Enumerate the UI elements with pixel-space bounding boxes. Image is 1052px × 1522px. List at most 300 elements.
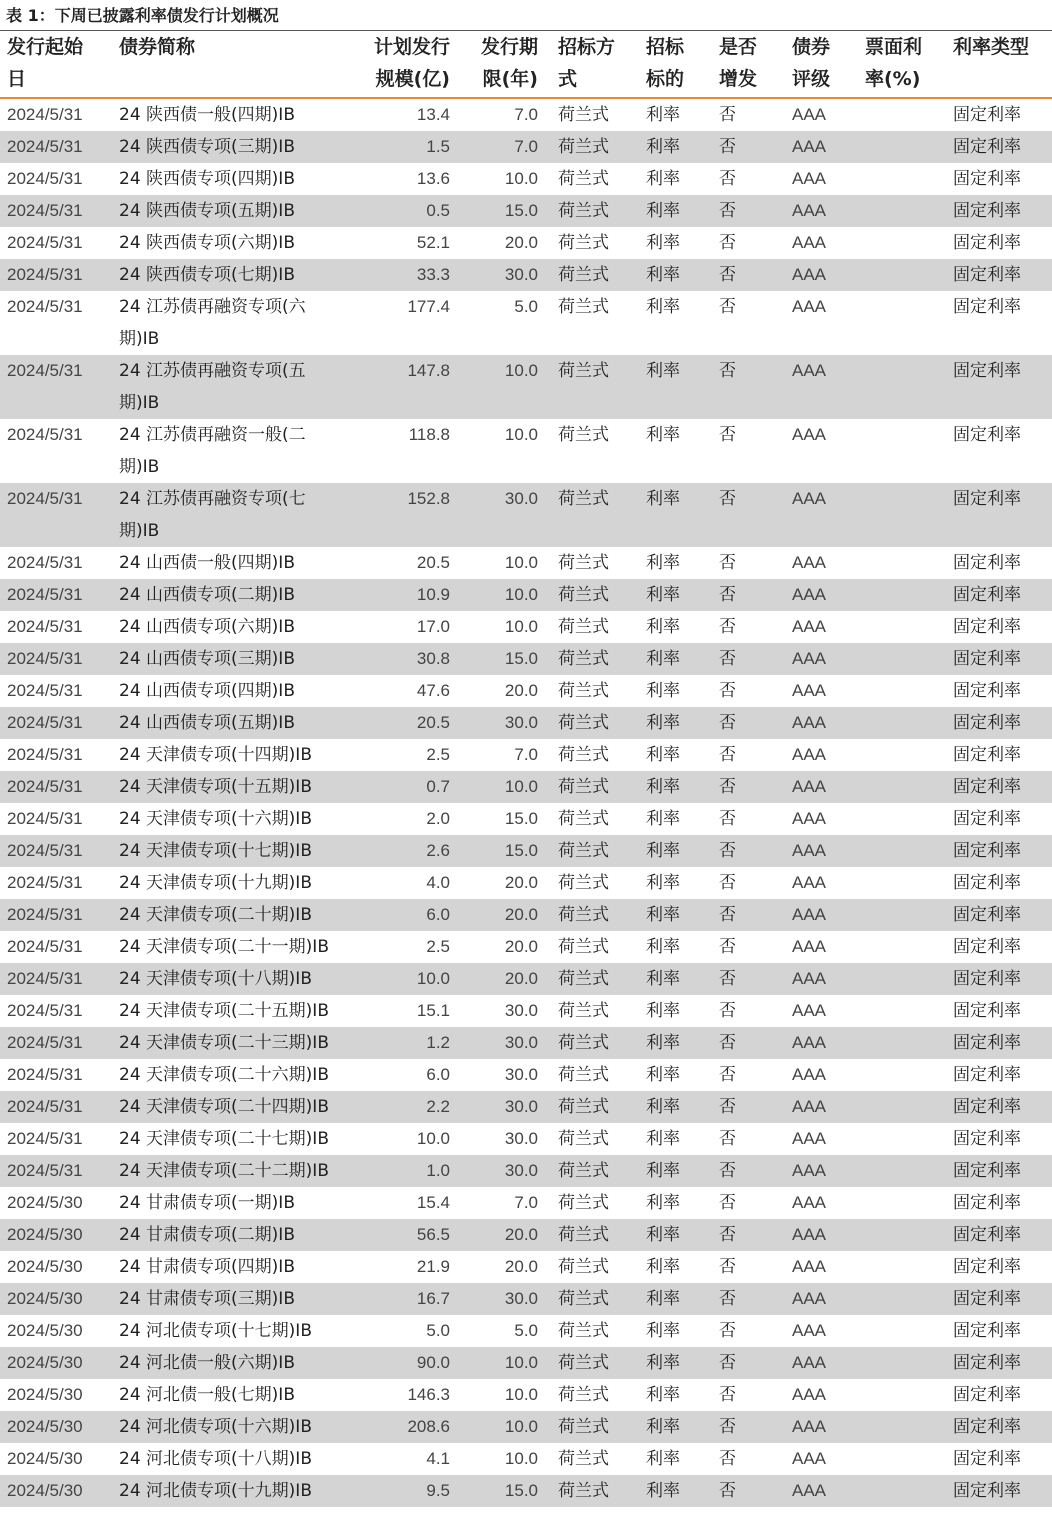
cell-method: 荷兰式 xyxy=(558,873,609,893)
cell-target: 利率 xyxy=(646,905,680,925)
cell-method: 荷兰式 xyxy=(558,937,609,957)
cell-name: 24 陕西债专项(三期)IB xyxy=(119,137,295,157)
cell-term: 20.0 xyxy=(504,873,538,892)
cell-name: 24 河北债专项(十八期)IB xyxy=(119,1449,312,1469)
cell-size: 9.5 xyxy=(426,1481,450,1500)
cell-method: 荷兰式 xyxy=(558,1449,609,1469)
cell-size: 5.0 xyxy=(426,1321,450,1340)
cell-method: 荷兰式 xyxy=(558,809,609,829)
table-row xyxy=(0,355,1052,419)
cell-date: 2024/5/31 xyxy=(7,265,83,284)
cell-name: 24 陕西债专项(四期)IB xyxy=(119,169,295,189)
cell-target: 利率 xyxy=(646,169,680,189)
table-row xyxy=(0,995,1052,1027)
cell-rating: AAA xyxy=(792,1225,827,1244)
cell-ratetype: 固定利率 xyxy=(953,649,1021,669)
cell-rating: AAA xyxy=(792,361,827,380)
cell-extra: 否 xyxy=(719,1097,736,1117)
cell-rating: AAA xyxy=(792,1097,827,1116)
cell-name: 24 江苏债再融资一般(二期)IB xyxy=(119,425,306,477)
cell-term: 20.0 xyxy=(504,681,538,700)
cell-name: 24 河北债一般(七期)IB xyxy=(119,1385,295,1405)
table-row xyxy=(0,1411,1052,1443)
cell-size: 13.4 xyxy=(416,105,450,124)
cell-method: 荷兰式 xyxy=(558,617,609,637)
cell-name: 24 山西债专项(五期)IB xyxy=(119,713,295,733)
cell-date: 2024/5/31 xyxy=(7,681,83,700)
cell-extra: 否 xyxy=(719,681,736,701)
cell-extra: 否 xyxy=(719,297,736,317)
cell-size: 147.8 xyxy=(407,361,450,380)
table-row xyxy=(0,1315,1052,1347)
cell-date: 2024/5/30 xyxy=(7,1481,83,1500)
cell-method: 荷兰式 xyxy=(558,489,609,509)
cell-date: 2024/5/30 xyxy=(7,1225,83,1244)
cell-size: 4.0 xyxy=(426,873,450,892)
cell-rating: AAA xyxy=(792,713,827,732)
cell-method: 荷兰式 xyxy=(558,1385,609,1405)
cell-ratetype: 固定利率 xyxy=(953,1161,1021,1181)
table-row xyxy=(0,1443,1052,1475)
cell-size: 2.5 xyxy=(426,745,450,764)
cell-name: 24 天津债专项(十七期)IB xyxy=(119,841,312,861)
cell-rating: AAA xyxy=(792,809,827,828)
cell-ratetype: 固定利率 xyxy=(953,681,1021,701)
cell-method: 荷兰式 xyxy=(558,1353,609,1373)
cell-name: 24 天津债专项(二十七期)IB xyxy=(119,1129,329,1149)
cell-name: 24 天津债专项(二十五期)IB xyxy=(119,1001,329,1021)
cell-term: 30.0 xyxy=(504,1097,538,1116)
cell-ratetype: 固定利率 xyxy=(953,777,1021,797)
cell-ratetype: 固定利率 xyxy=(953,137,1021,157)
cell-date: 2024/5/30 xyxy=(7,1257,83,1276)
cell-target: 利率 xyxy=(646,1033,680,1053)
cell-extra: 否 xyxy=(719,1129,736,1149)
cell-method: 荷兰式 xyxy=(558,1001,609,1021)
cell-ratetype: 固定利率 xyxy=(953,905,1021,925)
cell-extra: 否 xyxy=(719,1449,736,1469)
table-body xyxy=(0,99,1052,1507)
cell-ratetype: 固定利率 xyxy=(953,745,1021,765)
cell-term: 5.0 xyxy=(514,1321,538,1340)
cell-method: 荷兰式 xyxy=(558,905,609,925)
cell-date: 2024/5/31 xyxy=(7,1001,83,1020)
cell-ratetype: 固定利率 xyxy=(953,1065,1021,1085)
cell-ratetype: 固定利率 xyxy=(953,873,1021,893)
cell-ratetype: 固定利率 xyxy=(953,489,1021,509)
cell-term: 30.0 xyxy=(504,1129,538,1148)
cell-method: 荷兰式 xyxy=(558,137,609,157)
cell-size: 16.7 xyxy=(416,1289,450,1308)
cell-ratetype: 固定利率 xyxy=(953,1193,1021,1213)
cell-extra: 否 xyxy=(719,1385,736,1405)
cell-term: 10.0 xyxy=(504,617,538,636)
cell-ratetype: 固定利率 xyxy=(953,1385,1021,1405)
table-row xyxy=(0,675,1052,707)
cell-rating: AAA xyxy=(792,105,827,124)
cell-date: 2024/5/31 xyxy=(7,649,83,668)
cell-date: 2024/5/31 xyxy=(7,489,83,508)
cell-name: 24 天津债专项(十九期)IB xyxy=(119,873,312,893)
cell-size: 33.3 xyxy=(416,265,450,284)
cell-extra: 否 xyxy=(719,425,736,445)
cell-size: 2.2 xyxy=(426,1097,450,1116)
cell-rating: AAA xyxy=(792,585,827,604)
cell-name: 24 陕西债一般(四期)IB xyxy=(119,105,295,125)
cell-date: 2024/5/30 xyxy=(7,1417,83,1436)
cell-extra: 否 xyxy=(719,585,736,605)
cell-date: 2024/5/30 xyxy=(7,1289,83,1308)
cell-rating: AAA xyxy=(792,745,827,764)
cell-extra: 否 xyxy=(719,937,736,957)
cell-term: 10.0 xyxy=(504,361,538,380)
cell-term: 15.0 xyxy=(504,841,538,860)
cell-name: 24 陕西债专项(五期)IB xyxy=(119,201,295,221)
cell-target: 利率 xyxy=(646,425,680,445)
cell-ratetype: 固定利率 xyxy=(953,1449,1021,1469)
cell-date: 2024/5/30 xyxy=(7,1321,83,1340)
table-row xyxy=(0,867,1052,899)
cell-extra: 否 xyxy=(719,137,736,157)
cell-target: 利率 xyxy=(646,1097,680,1117)
table-row xyxy=(0,163,1052,195)
cell-date: 2024/5/31 xyxy=(7,905,83,924)
cell-name: 24 河北债专项(十六期)IB xyxy=(119,1417,312,1437)
table-row xyxy=(0,419,1052,483)
cell-size: 6.0 xyxy=(426,905,450,924)
cell-date: 2024/5/31 xyxy=(7,1065,83,1084)
cell-term: 30.0 xyxy=(504,1289,538,1308)
cell-extra: 否 xyxy=(719,105,736,125)
cell-name: 24 甘肃债专项(四期)IB xyxy=(119,1257,295,1277)
cell-extra: 否 xyxy=(719,1033,736,1053)
cell-ratetype: 固定利率 xyxy=(953,361,1021,381)
cell-size: 6.0 xyxy=(426,1065,450,1084)
cell-target: 利率 xyxy=(646,1225,680,1245)
cell-date: 2024/5/31 xyxy=(7,873,83,892)
cell-target: 利率 xyxy=(646,937,680,957)
cell-name: 24 天津债专项(十六期)IB xyxy=(119,809,312,829)
cell-method: 荷兰式 xyxy=(558,1321,609,1341)
cell-ratetype: 固定利率 xyxy=(953,841,1021,861)
cell-name: 24 江苏债再融资专项(六期)IB xyxy=(119,297,306,349)
cell-ratetype: 固定利率 xyxy=(953,233,1021,253)
table-row xyxy=(0,771,1052,803)
cell-date: 2024/5/31 xyxy=(7,841,83,860)
table-row xyxy=(0,835,1052,867)
cell-term: 20.0 xyxy=(504,905,538,924)
table-header xyxy=(0,30,1052,99)
table-row xyxy=(0,131,1052,163)
cell-method: 荷兰式 xyxy=(558,1065,609,1085)
cell-date: 2024/5/31 xyxy=(7,585,83,604)
cell-size: 0.5 xyxy=(426,201,450,220)
cell-size: 56.5 xyxy=(416,1225,450,1244)
cell-method: 荷兰式 xyxy=(558,649,609,669)
cell-target: 利率 xyxy=(646,681,680,701)
cell-rating: AAA xyxy=(792,169,827,188)
cell-name: 24 甘肃债专项(一期)IB xyxy=(119,1193,295,1213)
cell-ratetype: 固定利率 xyxy=(953,937,1021,957)
cell-target: 利率 xyxy=(646,1065,680,1085)
cell-extra: 否 xyxy=(719,809,736,829)
cell-ratetype: 固定利率 xyxy=(953,1033,1021,1053)
cell-target: 利率 xyxy=(646,553,680,573)
cell-size: 17.0 xyxy=(416,617,450,636)
cell-term: 5.0 xyxy=(514,297,538,316)
cell-term: 30.0 xyxy=(504,1161,538,1180)
cell-extra: 否 xyxy=(719,201,736,221)
cell-rating: AAA xyxy=(792,1417,827,1436)
cell-method: 荷兰式 xyxy=(558,841,609,861)
cell-date: 2024/5/31 xyxy=(7,1161,83,1180)
cell-ratetype: 固定利率 xyxy=(953,585,1021,605)
cell-ratetype: 固定利率 xyxy=(953,1225,1021,1245)
table-row xyxy=(0,1091,1052,1123)
cell-rating: AAA xyxy=(792,617,827,636)
cell-name: 24 天津债专项(十八期)IB xyxy=(119,969,312,989)
cell-name: 24 甘肃债专项(三期)IB xyxy=(119,1289,295,1309)
cell-rating: AAA xyxy=(792,233,827,252)
cell-date: 2024/5/31 xyxy=(7,1129,83,1148)
cell-method: 荷兰式 xyxy=(558,105,609,125)
cell-date: 2024/5/31 xyxy=(7,1097,83,1116)
cell-name: 24 天津债专项(二十六期)IB xyxy=(119,1065,329,1085)
cell-extra: 否 xyxy=(719,489,736,509)
cell-ratetype: 固定利率 xyxy=(953,1353,1021,1373)
cell-rating: AAA xyxy=(792,905,827,924)
cell-size: 177.4 xyxy=(407,297,450,316)
cell-rating: AAA xyxy=(792,553,827,572)
cell-ratetype: 固定利率 xyxy=(953,169,1021,189)
table-row xyxy=(0,1379,1052,1411)
cell-method: 荷兰式 xyxy=(558,1161,609,1181)
cell-name: 24 江苏债再融资专项(七期)IB xyxy=(119,489,306,541)
cell-rating: AAA xyxy=(792,201,827,220)
cell-ratetype: 固定利率 xyxy=(953,809,1021,829)
cell-extra: 否 xyxy=(719,1321,736,1341)
cell-term: 30.0 xyxy=(504,265,538,284)
table-row xyxy=(0,1283,1052,1315)
cell-name: 24 河北债一般(六期)IB xyxy=(119,1353,295,1373)
cell-date: 2024/5/31 xyxy=(7,233,83,252)
cell-ratetype: 固定利率 xyxy=(953,969,1021,989)
table-row xyxy=(0,1155,1052,1187)
cell-name: 24 天津债专项(二十二期)IB xyxy=(119,1161,329,1181)
cell-rating: AAA xyxy=(792,137,827,156)
cell-size: 30.8 xyxy=(416,649,450,668)
cell-method: 荷兰式 xyxy=(558,1193,609,1213)
cell-name: 24 山西债专项(六期)IB xyxy=(119,617,295,637)
cell-target: 利率 xyxy=(646,1353,680,1373)
cell-target: 利率 xyxy=(646,233,680,253)
cell-term: 20.0 xyxy=(504,969,538,988)
header-term: 发行期限(年) xyxy=(480,36,538,90)
cell-rating: AAA xyxy=(792,1033,827,1052)
cell-extra: 否 xyxy=(719,1353,736,1373)
cell-target: 利率 xyxy=(646,1417,680,1437)
cell-rating: AAA xyxy=(792,1353,827,1372)
cell-term: 10.0 xyxy=(504,553,538,572)
cell-extra: 否 xyxy=(719,777,736,797)
cell-term: 20.0 xyxy=(504,1225,538,1244)
cell-name: 24 陕西债专项(七期)IB xyxy=(119,265,295,285)
cell-ratetype: 固定利率 xyxy=(953,553,1021,573)
cell-target: 利率 xyxy=(646,809,680,829)
cell-rating: AAA xyxy=(792,777,827,796)
cell-term: 15.0 xyxy=(504,649,538,668)
cell-date: 2024/5/30 xyxy=(7,1385,83,1404)
cell-target: 利率 xyxy=(646,585,680,605)
cell-extra: 否 xyxy=(719,905,736,925)
cell-size: 2.5 xyxy=(426,937,450,956)
cell-target: 利率 xyxy=(646,1001,680,1021)
cell-term: 10.0 xyxy=(504,1385,538,1404)
cell-extra: 否 xyxy=(719,1161,736,1181)
cell-term: 10.0 xyxy=(504,777,538,796)
cell-target: 利率 xyxy=(646,489,680,509)
cell-size: 146.3 xyxy=(407,1385,450,1404)
table-row xyxy=(0,291,1052,355)
cell-ratetype: 固定利率 xyxy=(953,297,1021,317)
cell-target: 利率 xyxy=(646,713,680,733)
cell-target: 利率 xyxy=(646,297,680,317)
cell-target: 利率 xyxy=(646,1321,680,1341)
cell-term: 20.0 xyxy=(504,1257,538,1276)
cell-rating: AAA xyxy=(792,425,827,444)
cell-ratetype: 固定利率 xyxy=(953,425,1021,445)
cell-name: 24 山西债一般(四期)IB xyxy=(119,553,295,573)
cell-name: 24 山西债专项(四期)IB xyxy=(119,681,295,701)
cell-size: 4.1 xyxy=(426,1449,450,1468)
cell-method: 荷兰式 xyxy=(558,265,609,285)
cell-method: 荷兰式 xyxy=(558,361,609,381)
cell-method: 荷兰式 xyxy=(558,169,609,189)
cell-term: 10.0 xyxy=(504,585,538,604)
table-row xyxy=(0,739,1052,771)
cell-ratetype: 固定利率 xyxy=(953,713,1021,733)
cell-extra: 否 xyxy=(719,649,736,669)
cell-rating: AAA xyxy=(792,489,827,508)
cell-target: 利率 xyxy=(646,873,680,893)
cell-method: 荷兰式 xyxy=(558,1129,609,1149)
cell-name: 24 甘肃债专项(二期)IB xyxy=(119,1225,295,1245)
cell-extra: 否 xyxy=(719,1193,736,1213)
cell-extra: 否 xyxy=(719,841,736,861)
cell-date: 2024/5/31 xyxy=(7,617,83,636)
cell-name: 24 天津债专项(十四期)IB xyxy=(119,745,312,765)
cell-term: 15.0 xyxy=(504,201,538,220)
cell-rating: AAA xyxy=(792,937,827,956)
cell-target: 利率 xyxy=(646,649,680,669)
cell-size: 13.6 xyxy=(416,169,450,188)
cell-size: 20.5 xyxy=(416,713,450,732)
cell-method: 荷兰式 xyxy=(558,425,609,445)
header-ratetype: 利率类型 xyxy=(953,36,1030,58)
cell-rating: AAA xyxy=(792,297,827,316)
table-row xyxy=(0,1027,1052,1059)
cell-term: 20.0 xyxy=(504,233,538,252)
cell-rating: AAA xyxy=(792,265,827,284)
cell-term: 30.0 xyxy=(504,1001,538,1020)
cell-extra: 否 xyxy=(719,553,736,573)
cell-extra: 否 xyxy=(719,265,736,285)
table-row xyxy=(0,707,1052,739)
cell-term: 30.0 xyxy=(504,489,538,508)
cell-extra: 否 xyxy=(719,1225,736,1245)
cell-ratetype: 固定利率 xyxy=(953,1417,1021,1437)
cell-rating: AAA xyxy=(792,873,827,892)
cell-date: 2024/5/31 xyxy=(7,937,83,956)
cell-name: 24 河北债专项(十七期)IB xyxy=(119,1321,312,1341)
cell-rating: AAA xyxy=(792,1065,827,1084)
cell-method: 荷兰式 xyxy=(558,201,609,221)
cell-rating: AAA xyxy=(792,649,827,668)
table-row xyxy=(0,1475,1052,1507)
cell-target: 利率 xyxy=(646,1289,680,1309)
cell-date: 2024/5/31 xyxy=(7,1033,83,1052)
cell-size: 1.2 xyxy=(426,1033,450,1052)
header-size: 计划发行规模(亿) xyxy=(373,36,450,90)
cell-date: 2024/5/31 xyxy=(7,425,83,444)
cell-term: 20.0 xyxy=(504,937,538,956)
table-row xyxy=(0,547,1052,579)
cell-date: 2024/5/30 xyxy=(7,1193,83,1212)
cell-size: 10.0 xyxy=(416,1129,450,1148)
cell-size: 1.5 xyxy=(426,137,450,156)
cell-rating: AAA xyxy=(792,681,827,700)
header-date: 发行起始日 xyxy=(7,36,84,90)
cell-term: 10.0 xyxy=(504,425,538,444)
cell-size: 1.0 xyxy=(426,1161,450,1180)
table-row xyxy=(0,483,1052,547)
cell-target: 利率 xyxy=(646,1161,680,1181)
cell-size: 118.8 xyxy=(408,425,450,444)
table-row xyxy=(0,899,1052,931)
cell-extra: 否 xyxy=(719,361,736,381)
cell-method: 荷兰式 xyxy=(558,297,609,317)
cell-date: 2024/5/30 xyxy=(7,1353,83,1372)
cell-ratetype: 固定利率 xyxy=(953,201,1021,221)
cell-extra: 否 xyxy=(719,1289,736,1309)
cell-term: 7.0 xyxy=(514,137,538,156)
cell-method: 荷兰式 xyxy=(558,553,609,573)
cell-extra: 否 xyxy=(719,617,736,637)
cell-target: 利率 xyxy=(646,969,680,989)
cell-extra: 否 xyxy=(719,233,736,253)
cell-name: 24 江苏债再融资专项(五期)IB xyxy=(119,361,306,413)
header-target: 招标标的 xyxy=(646,36,685,90)
table-title: 表 1：下周已披露利率债发行计划概况 xyxy=(6,6,279,25)
cell-date: 2024/5/31 xyxy=(7,137,83,156)
table-row xyxy=(0,1059,1052,1091)
cell-target: 利率 xyxy=(646,265,680,285)
table-row xyxy=(0,1251,1052,1283)
cell-size: 15.4 xyxy=(416,1193,450,1212)
cell-name: 24 山西债专项(三期)IB xyxy=(119,649,295,669)
cell-size: 0.7 xyxy=(426,777,450,796)
cell-rating: AAA xyxy=(792,1129,827,1148)
cell-method: 荷兰式 xyxy=(558,777,609,797)
cell-rating: AAA xyxy=(792,1193,827,1212)
cell-target: 利率 xyxy=(646,617,680,637)
cell-target: 利率 xyxy=(646,1193,680,1213)
cell-target: 利率 xyxy=(646,1257,680,1277)
cell-name: 24 山西债专项(二期)IB xyxy=(119,585,295,605)
table-row xyxy=(0,259,1052,291)
cell-rating: AAA xyxy=(792,1257,827,1276)
cell-date: 2024/5/31 xyxy=(7,169,83,188)
